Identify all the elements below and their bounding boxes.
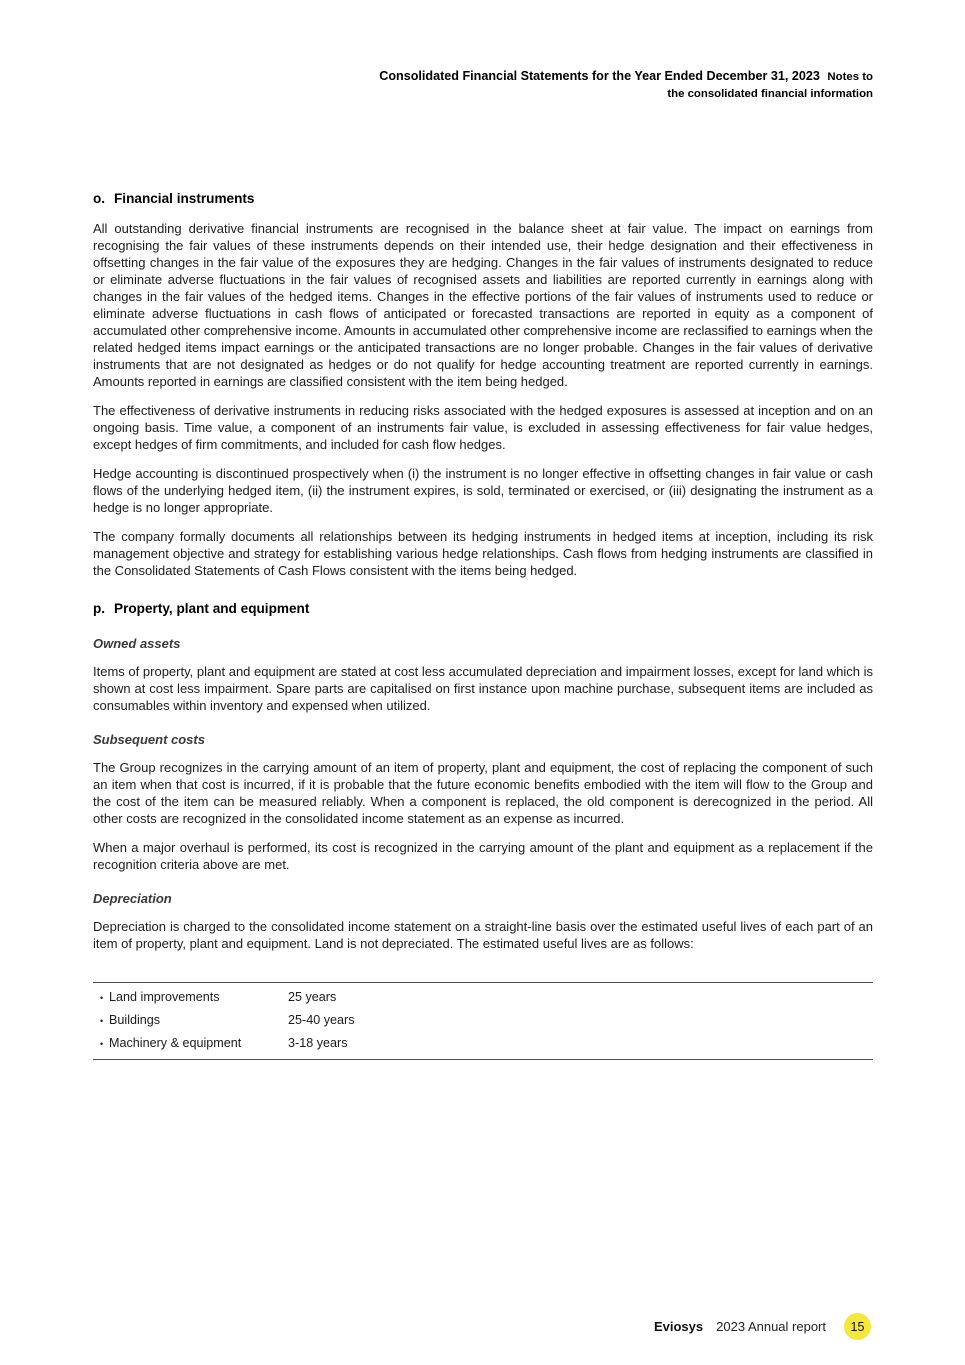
report-title: 2023 Annual report <box>716 1319 826 1334</box>
bullet-icon <box>100 1039 109 1049</box>
bullet-icon <box>100 993 109 1003</box>
paragraph-financial-instruments-4: The company formally documents all relationships between its hedging instruments in hedged items at inception, including its risk management objective and strategy for establishing various hedge relationships. Cash flows from hedging instruments are classified in the Consolidated Statements of Cash Flows consistent with the items being hedged. <box>93 529 873 578</box>
section-o-heading <box>93 190 873 208</box>
row-value: 25-40 years <box>288 1013 355 1027</box>
paragraph-financial-instruments-2: The effectiveness of derivative instruments in reducing risks associated with the hedged exposures is assessed at inception and on an ongoing basis. Time value, a component of an instruments fair value, is excluded in assessing effectiveness for fair value hedges, except hedges of firm commitments, and included for cash flow hedges. <box>93 403 873 452</box>
row-value: 3-18 years <box>288 1036 348 1050</box>
subheading-owned-assets: Owned assets <box>93 636 181 651</box>
section-o-title: Financial instruments <box>114 191 255 206</box>
header-line-1 <box>93 68 873 86</box>
paragraph-subsequent-costs-1: The Group recognizes in the carrying amount of an item of property, plant and equipment, the cost of replacing the component of such an item when that cost is incurred, if it is probable that the future economic benefits embodied with the item will flow to the Group and the cost of the item can be measured reliably. When a component is replaced, the old component is derecognized in the period. All other costs are recognized in the consolidated income statement as an expense as incurred. <box>93 760 873 826</box>
table-row-machinery-equipment <box>93 1036 873 1059</box>
row-label: Land improvements <box>109 990 220 1004</box>
paragraph-depreciation-1: Depreciation is charged to the consolidated income statement on a straight-line basis over the estimated useful lives of each part of an item of property, plant and equipment. Land is not depreciated. The estimated useful lives are as follows: <box>93 919 873 951</box>
header-title: Consolidated Financial Statements for the Year Ended December 31, 2023 <box>379 69 820 83</box>
header-notes-suffix: the consolidated financial information <box>667 88 873 100</box>
document-body <box>93 190 873 1060</box>
page-header <box>93 0 873 102</box>
brand-name: Eviosys <box>653 1319 704 1334</box>
table-row-buildings <box>93 1013 873 1036</box>
subheading-depreciation: Depreciation <box>93 891 172 906</box>
useful-lives-table <box>93 982 873 1060</box>
page-footer <box>0 1313 965 1340</box>
subheading-subsequent-costs: Subsequent costs <box>93 732 205 747</box>
table-row-land-improvements <box>93 990 873 1013</box>
bullet-icon <box>100 1016 109 1026</box>
section-p-title: Property, plant and equipment <box>114 601 310 616</box>
paragraph-financial-instruments-1: All outstanding derivative financial instruments are recognised in the balance sheet at fair value. The impact on earnings from recognising the fair values of these instruments depends on their intended use, their hedge designation and their effectiveness in offsetting changes in the fair value of the exposures they are hedging. Changes in the fair values of instruments designated to reduce or eliminate adverse fluctuations in the fair values of recognised assets and liabilities are reported currently in earnings along with changes in the fair values of the hedged items. Changes in the effective portions of the fair values of instruments used to reduce or eliminate adverse fluctuations in cash flows of anticipated or forecasted transactions are reported in equity as a component of accumulated other comprehensive income. Amounts in accumulated other comprehensive income are reclassified to earnings when the related hedged items impact earnings or the anticipated transactions are no longer probable. Changes in the fair values of derivative instruments that are not designated as hedges or do not qualify for hedge accounting treatment are reported currently in earnings. Amounts reported in earnings are classified consistent with the item being hedged. <box>93 221 873 389</box>
header-notes-prefix: Notes to <box>827 71 873 83</box>
section-p-heading <box>93 600 873 618</box>
paragraph-financial-instruments-3: Hedge accounting is discontinued prospectively when (i) the instrument is no longer effective in offsetting changes in fair value or cash flows of the underlying hedged item, (ii) the instrument expires, is sold, terminated or exercised, or (iii) designating the instrument as a hedge is no longer appropriate. <box>93 466 873 515</box>
row-value: 25 years <box>288 990 337 1004</box>
page-number-badge: 15 <box>844 1313 871 1340</box>
paragraph-subsequent-costs-2: When a major overhaul is performed, its cost is recognized in the carrying amount of the plant and equipment as a replacement if the recognition criteria above are met. <box>93 840 873 872</box>
row-label: Machinery & equipment <box>109 1036 242 1050</box>
section-o-label: o. <box>93 191 106 206</box>
row-label: Buildings <box>109 1013 161 1027</box>
paragraph-owned-assets-1: Items of property, plant and equipment are stated at cost less accumulated depreciation and impairment losses, except for land which is shown at cost less impairment. Spare parts are capitalised on first instance upon machine purchase, subsequent items are included as consumables within inventory and expensed when utilized. <box>93 664 873 713</box>
section-p-label: p. <box>93 601 106 616</box>
